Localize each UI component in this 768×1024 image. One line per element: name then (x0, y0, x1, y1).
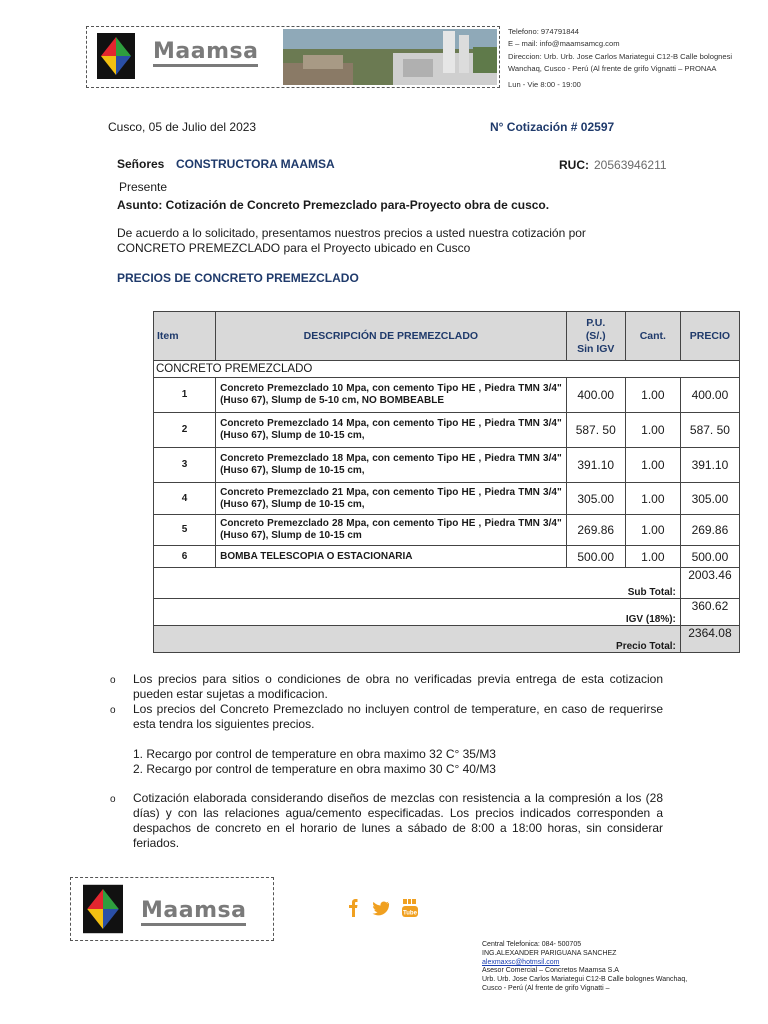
numbered-item-2: 2. Recargo por control de temperature en obra maximo 30 C° 40/M3 (133, 762, 496, 776)
row-cant: 1.00 (625, 413, 680, 448)
table-row (154, 483, 740, 515)
maamsa-logo-icon (83, 884, 123, 934)
numbered-item-1: 1. Recargo por control de temperature en obra maximo 32 C° 35/M3 (133, 747, 496, 761)
row-cant: 1.00 (625, 546, 680, 568)
header-description: DESCRIPCIÓN DE PREMEZCLADO (216, 312, 567, 361)
row-desc: Concreto Premezclado 14 Mpa, con cemento Tipo HE , Piedra TMN 3/4" (Huso 67), Slump de 10-15 cm, (216, 413, 567, 448)
footer-logo-box (70, 877, 274, 941)
row-desc: Concreto Premezclado 21 Mpa, con cemento Tipo HE , Piedra TMN 3/4" (Huso 67), Slump de 10-15 cm, (216, 483, 567, 515)
maamsa-logo-icon (97, 33, 135, 79)
ruc-label: RUC: (559, 158, 589, 172)
note-2: Los precios del Concreto Premezclado no incluyen control de temperature, en caso de requerirse esta tendra los siguientes precios. (133, 702, 663, 731)
youtube-icon[interactable] (402, 899, 418, 917)
igv-value: 360.62 (680, 599, 739, 626)
row-precio: 500.00 (680, 546, 739, 568)
table-row (154, 546, 740, 568)
row-precio: 269.86 (680, 515, 739, 546)
brand-name: Maamsa (153, 39, 258, 64)
subtotal-value: 2003.46 (680, 568, 739, 599)
footer-info (482, 941, 687, 994)
row-item: 1 (154, 378, 216, 413)
row-precio: 305.00 (680, 483, 739, 515)
section-title: PRECIOS DE CONCRETO PREMEZCLADO (117, 271, 359, 285)
footer-central: Central Telefonica: 084- 500705 (482, 941, 582, 948)
client-name: CONSTRUCTORA MAAMSA (176, 157, 335, 171)
row-item: 3 (154, 448, 216, 483)
row-pu: 587. 50 (566, 413, 625, 448)
footer-engineer: ING.ALEXANDER PARIGUANA SANCHEZ (482, 949, 617, 957)
total-value: 2364.08 (680, 626, 739, 653)
intro-paragraph (117, 226, 586, 256)
contact-hours: Lun - Vie 8:00 - 19:00 (508, 80, 581, 90)
row-desc: Concreto Premezclado 28 Mpa, con cemento Tipo HE , Piedra TMN 3/4" (Huso 67), Slump de 10-15 cm (216, 515, 567, 546)
brand-name: Maamsa (141, 898, 246, 923)
header-pu: P.U. (S/.) Sin IGV (566, 312, 625, 361)
note-3: Cotización elaborada considerando diseños de mezclas con resistencia a la compresión a los (28 días) y con las relaciones agua/cemento especificadas. Los precios indicados corresponden a despachos de concreto en el horario de lunes a sábado de 8:00 a 18:00 horas, sin considerar feriados. (133, 791, 663, 850)
contact-address-line2: Wanchaq, Cusco - Perú (Al frente de grifo Vignatti – PRONAA (508, 63, 717, 73)
igv-row (154, 599, 740, 626)
row-pu: 500.00 (566, 546, 625, 568)
table-header-row (154, 312, 740, 361)
intro-line-2: CONCRETO PREMEZCLADO para el Proyecto ubicado en Cusco (117, 241, 471, 255)
header-precio: PRECIO (680, 312, 739, 361)
contact-email[interactable]: E – mail: info@maamsamcg.com (508, 39, 620, 49)
header-item: Item (154, 312, 216, 361)
quote-number: N° Cotización # 02597 (490, 120, 615, 134)
total-label: Precio Total: (154, 626, 681, 653)
social-links (345, 897, 427, 924)
header-cant: Cant. (625, 312, 680, 361)
asunto-text: Asunto: Cotización de Concreto Premezclado para-Proyecto obra de cusco. (117, 198, 550, 212)
subtotal-row (154, 568, 740, 599)
price-table (153, 311, 740, 653)
row-pu: 400.00 (566, 378, 625, 413)
table-row (154, 378, 740, 413)
footer-address-2: Cusco - Perú (Al frente de grifo Vignatti – (482, 984, 610, 992)
row-cant: 1.00 (625, 448, 680, 483)
row-item: 5 (154, 515, 216, 546)
row-desc: BOMBA TELESCOPIA O ESTACIONARIA (216, 546, 567, 568)
senores-label: Señores (117, 157, 165, 171)
row-item: 2 (154, 413, 216, 448)
bullet-mark: o (110, 675, 116, 686)
row-cant: 1.00 (625, 515, 680, 546)
total-row (154, 626, 740, 653)
footer-address-1: Urb. Urb. Jose Carlos Mariategui C12-B Calle bolognes Wanchaq, (482, 976, 688, 984)
row-cant: 1.00 (625, 483, 680, 515)
bullet-mark: o (110, 705, 116, 716)
contact-address-line1: Direccion: Urb. Urb. Jose Carlos Mariategui C12-B Calle bolognesi (508, 51, 733, 61)
bullet-mark: o (110, 794, 116, 805)
presente-text: Presente (119, 180, 168, 194)
row-precio: 400.00 (680, 378, 739, 413)
row-pu: 391.10 (566, 448, 625, 483)
table-row (154, 515, 740, 546)
table-row (154, 448, 740, 483)
header-logo-banner (86, 26, 500, 88)
svg-text:Tube: Tube (403, 910, 417, 917)
twitter-icon[interactable] (373, 901, 390, 915)
note-1: Los precios para sitios o condiciones de obra no verificadas previa entrega de esta cotizacion pueden estar sujetas a modificacion. (133, 672, 663, 701)
intro-line-1: De acuerdo a lo solicitado, presentamos nuestros precios a usted nuestra cotización por (117, 226, 586, 240)
row-pu: 305.00 (566, 483, 625, 515)
concrete-plant-photo (283, 29, 497, 85)
row-desc: Concreto Premezclado 10 Mpa, con cemento Tipo HE , Piedra TMN 3/4" (Huso 67), Slump de 5-10 cm, NO BOMBEABLE (216, 378, 567, 413)
contact-block (508, 26, 732, 91)
igv-label: IGV (18%): (154, 599, 681, 626)
row-item: 4 (154, 483, 216, 515)
group-row (154, 361, 740, 378)
social-icons (345, 897, 427, 919)
subtotal-label: Sub Total: (154, 568, 681, 599)
row-precio: 391.10 (680, 448, 739, 483)
row-cant: 1.00 (625, 378, 680, 413)
facebook-icon[interactable] (349, 899, 358, 917)
footer-email[interactable]: alexmaxsc@hotmsil.com (482, 958, 560, 966)
city-date: Cusco, 05 de Julio del 2023 (108, 120, 257, 134)
table-row (154, 413, 740, 448)
row-precio: 587. 50 (680, 413, 739, 448)
contact-phone: Telefono: 974791844 (508, 27, 579, 36)
group-label: CONCRETO PREMEZCLADO (154, 361, 740, 378)
ruc-value: 20563946211 (594, 158, 667, 172)
row-desc: Concreto Premezclado 18 Mpa, con cemento Tipo HE , Piedra TMN 3/4" (Huso 67), Slump de 10-15 cm, (216, 448, 567, 483)
row-item: 6 (154, 546, 216, 568)
footer-role: Asesor Comercial – Concretos Maamsa S.A (482, 967, 619, 975)
row-pu: 269.86 (566, 515, 625, 546)
